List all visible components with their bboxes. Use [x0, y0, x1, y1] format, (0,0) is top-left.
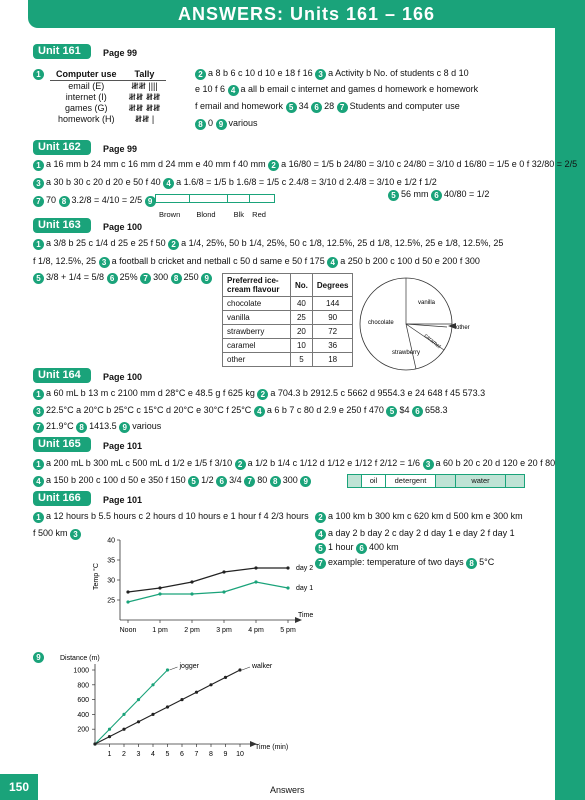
data-point	[137, 698, 140, 701]
ice-header-flavour: Preferred ice-cream flavour	[223, 274, 291, 297]
data-point	[158, 592, 161, 595]
y-tick-label: 30	[107, 577, 115, 585]
pie-label-strawberry: strawberry	[392, 350, 421, 356]
data-point	[195, 691, 198, 694]
x-tick-label: 1	[107, 751, 112, 758]
answers-banner	[28, 0, 585, 28]
data-point	[190, 580, 193, 583]
tally-header-tally: Tally	[123, 69, 167, 81]
unit-166-tag: Unit 166	[33, 491, 91, 506]
u166-line1b: 2 a 100 km b 300 km c 620 km d 500 km e 300 km	[315, 510, 523, 523]
x-tick-label: 4 pm	[248, 627, 264, 634]
data-point	[151, 683, 154, 686]
x-tick-label: 5 pm	[280, 627, 296, 634]
pie-label-other: other	[456, 325, 470, 331]
y-tick-label: 800	[77, 682, 89, 690]
data-point	[151, 713, 154, 716]
unit-164-tag: Unit 164	[33, 368, 91, 383]
mixture-strip	[347, 474, 525, 488]
table-row: vanilla 25 90	[223, 311, 353, 325]
u164-line3: 7 21.9°C 8 1413.5 9 various	[33, 420, 161, 433]
tally-label: games (G)	[65, 103, 108, 113]
x-tick-label: 8	[209, 751, 213, 758]
series-leader	[170, 667, 178, 670]
u163-line3: 5 3/8 + 1/4 = 5/8 6 25% 7 300 8 250 9	[33, 271, 214, 284]
x-tick-label: 3	[136, 751, 141, 758]
data-point	[126, 590, 129, 593]
data-point	[122, 728, 125, 731]
hair-colour-strip	[155, 194, 275, 203]
data-point	[126, 600, 129, 603]
x-tick-label: 10	[236, 751, 244, 758]
y-tick-label: 35	[107, 557, 115, 565]
u163-line2: f 1/8, 12.5%, 25 3 a football b cricket and netball c 50 d same e 50 f 175 4 a 250 b 200 c 100 d 50 e 200 f 300	[33, 256, 480, 267]
ice-header-no: No.	[291, 274, 313, 297]
unit-163-page: Page 100	[103, 222, 143, 232]
u166-q9: 9	[33, 650, 46, 663]
unit-162-tag: Unit 162	[33, 140, 91, 155]
data-point	[238, 668, 241, 671]
table-row: chocolate 40 144	[223, 297, 353, 311]
data-point	[166, 705, 169, 708]
dist-ylabel: Distance (m)	[60, 655, 100, 662]
series-line	[128, 568, 288, 592]
tally-label: email (E)	[68, 81, 105, 91]
x-tick-label: Noon	[119, 627, 137, 634]
x-tick-label: 7	[194, 751, 199, 758]
series-line	[128, 582, 288, 602]
dist-xlabel: Time (min)	[255, 744, 289, 751]
tally-label: internet (I)	[65, 92, 107, 102]
pie-label-chocolate: chocolate	[368, 320, 394, 326]
y-tick-label: 400	[77, 711, 89, 719]
distance-chart	[55, 652, 315, 767]
tally-label: homework (H)	[58, 114, 115, 124]
unit-161-page: Page 99	[103, 48, 138, 58]
x-tick-label: 1 pm	[152, 627, 168, 634]
side-rail	[555, 28, 585, 800]
data-point	[224, 676, 227, 679]
data-point	[254, 580, 257, 583]
u164-line1: 1 a 60 mL b 13 m c 2100 mm d 28°C e 48.5 g f 625 kg 2 a 704.3 b 2912.5 c 5662 d 9554.3 e 24 648 f 45 573.3	[33, 387, 485, 400]
data-point	[222, 590, 225, 593]
x-tick-label: 6	[180, 751, 184, 758]
ice-cream-table	[222, 273, 353, 367]
pie-label-caramel: caramel	[422, 332, 442, 351]
tally-marks: 𝍸𝍸 ||||	[131, 81, 158, 91]
unit-165-page: Page 101	[103, 441, 143, 451]
tally-marks: 𝍸𝍸 𝍸𝍸	[128, 92, 161, 102]
data-point	[209, 683, 212, 686]
u162-line3: 7 70 8 3.2/8 = 4/10 = 2/5 9	[33, 194, 158, 207]
series-label: day 1	[296, 585, 314, 592]
u161-line3: f email and homework 5 34 6 28 7 Students and computer use	[195, 101, 460, 112]
u161-line2: e 10 f 6 4 a all b email c internet and games d homework e homework	[195, 84, 479, 95]
y-tick-label: 25	[107, 597, 115, 605]
x-tick-label: 2	[122, 751, 126, 758]
u163-line1: 1 a 3/8 b 25 c 1/4 d 25 e 25 f 50 2 a 1/4, 25%, 50 b 1/4, 25%, 50 c 1/8, 12.5%, 25 d 1/8, 12.5%, 25 e 1/8, 12.5%, 25	[33, 237, 503, 250]
u164-line2: 3 22.5°C a 20°C b 25°C c 15°C d 20°C e 30°C f 25°C 4 a 6 b 7 c 80 d 2.9 e 250 f 470 5 $4 6 658.3	[33, 404, 448, 417]
data-point	[254, 566, 257, 569]
ice-cream-pie	[350, 276, 480, 372]
data-point	[180, 698, 183, 701]
table-row: caramel 10 36	[223, 339, 353, 353]
temp-ylabel: Temp °C	[93, 563, 100, 590]
page-title: ANSWERS: Units 161 – 166	[177, 3, 436, 24]
u166-line3: 5 1 hour 6 400 km	[315, 541, 399, 554]
table-row: strawberry 20 72	[223, 325, 353, 339]
data-point	[158, 586, 161, 589]
data-point	[137, 720, 140, 723]
y-tick-label: 40	[107, 537, 115, 545]
strip-water: water	[456, 475, 506, 487]
hair-colour-labels: Brown Blond Blk Red	[159, 210, 266, 219]
x-tick-label: 2 pm	[184, 627, 200, 634]
unit-164-page: Page 100	[103, 372, 143, 382]
strip-oil: oil	[362, 475, 386, 487]
tally-marks: 𝍸𝍸 |	[134, 114, 155, 124]
u162-line1: 1 a 16 mm b 24 mm c 16 mm d 24 mm e 40 mm f 40 mm 2 a 16/80 = 1/5 b 24/80 = 3/10 c 24/80 = 3/10 d 16/80 = 1/5 e 0 f 32/80 = 2/5	[33, 158, 577, 171]
x-tick-label: 4	[151, 751, 155, 758]
u165-line2: 4 a 150 b 200 c 100 d 50 e 350 f 150 5 1/2 6 3/4 7 80 8 300 9	[33, 474, 313, 487]
series-label: day 2	[296, 565, 314, 572]
x-tick-label: 5	[165, 751, 170, 758]
data-point	[108, 735, 111, 738]
table-row: other 5 18	[223, 353, 353, 367]
u161-line1: 2 a 8 b 6 c 10 d 10 e 18 f 16 3 a Activity b No. of students c 8 d 10	[195, 67, 469, 80]
data-point	[286, 586, 289, 589]
strip-detergent: detergent	[386, 475, 436, 487]
unit-161-tag: Unit 161	[33, 44, 91, 59]
data-point	[122, 713, 125, 716]
u161-line4: 8 0 9 various	[195, 117, 258, 130]
x-tick-label: 3 pm	[216, 627, 232, 634]
series-leader	[242, 667, 250, 670]
tally-header-use: Computer use	[50, 69, 123, 81]
tally-table	[50, 69, 166, 125]
data-point	[93, 742, 96, 745]
data-point	[166, 668, 169, 671]
u162-line2: 3 a 30 b 30 c 20 d 20 e 50 f 40 4 a 1.6/8 = 1/5 b 1.6/8 = 1/5 c 2.4/8 = 3/10 d 2.4/8 = 3/10 e 1/2 f 1/2	[33, 176, 437, 189]
unit-163-tag: Unit 163	[33, 218, 91, 233]
footer-label: Answers	[270, 785, 305, 795]
data-point	[222, 570, 225, 573]
temperature-chart	[90, 535, 330, 645]
u166-line2: f 500 km 3	[33, 527, 83, 540]
data-point	[190, 592, 193, 595]
y-tick-label: 1000	[73, 667, 89, 675]
u166-line4: 7 example: temperature of two days 8 5°C	[315, 556, 494, 569]
x-tick-label: 9	[223, 751, 228, 758]
u166-line1: 1 a 12 hours b 5.5 hours c 2 hours d 10 hours e 1 hour f 4 2/3 hours	[33, 510, 309, 523]
u165-line1: 1 a 200 mL b 300 mL c 500 mL d 1/2 e 1/5 f 3/10 2 a 1/2 b 1/4 c 1/12 d 1/12 e 1/12 f 2/12 = 1/6 3 a 60 b 20 c 20 d 120 e 20 f 80	[33, 457, 555, 470]
unit-166-page: Page 101	[103, 495, 143, 505]
u162-line2b: 5 56 mm 6 40/80 = 1/2	[33, 188, 489, 201]
ice-header-degrees: Degrees	[312, 274, 353, 297]
unit-162-page: Page 99	[103, 144, 138, 154]
u161-q1: 1	[33, 67, 46, 80]
series-line	[95, 670, 168, 744]
tally-marks: 𝍸𝍸 𝍸𝍸	[128, 103, 161, 113]
y-tick-label: 200	[77, 726, 89, 734]
page-number: 150	[0, 774, 38, 800]
y-tick-label: 600	[77, 697, 89, 705]
pie-label-vanilla: vanilla	[418, 300, 436, 306]
unit-165-tag: Unit 165	[33, 437, 91, 452]
series-label: jogger	[179, 663, 199, 670]
data-point	[286, 566, 289, 569]
temp-xlabel: Time	[298, 612, 314, 619]
series-label: walker	[252, 663, 273, 670]
u166-line2b: 4 a day 2 b day 2 c day 2 d day 1 e day 2 f day 1	[315, 527, 515, 540]
data-point	[108, 728, 111, 731]
